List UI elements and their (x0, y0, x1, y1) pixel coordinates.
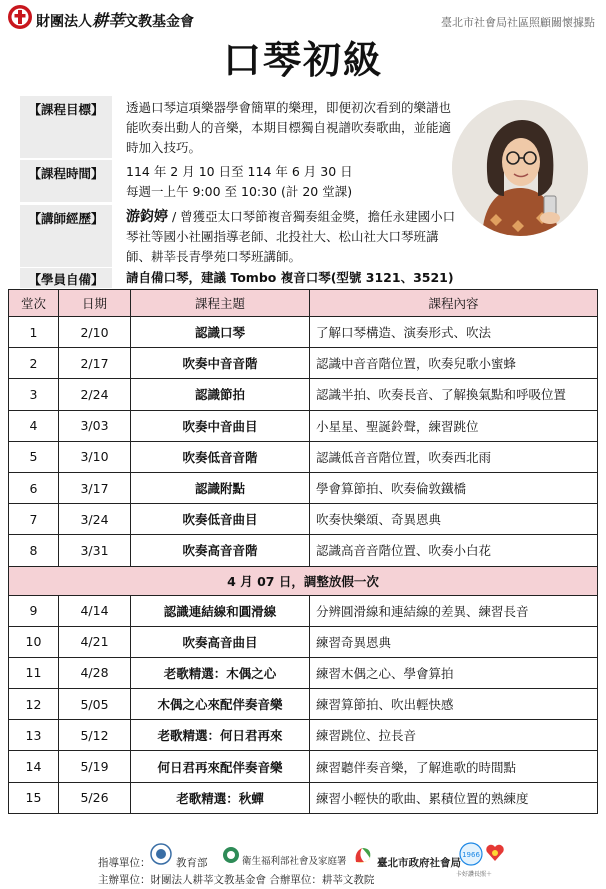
foundation-logo-icon (7, 4, 33, 30)
course-goal-row (20, 96, 460, 158)
session-topic: 老歌精選：秋蟬 (131, 782, 310, 813)
page-title: 口琴初級 (222, 38, 383, 82)
session-date: 3/24 (59, 504, 131, 535)
long-term-care-logo-icon (458, 842, 484, 866)
table-row (9, 751, 598, 782)
course-time-label: 【課程時間】 (20, 160, 112, 202)
session-date: 5/19 (59, 751, 131, 782)
session-number: 4 (9, 410, 59, 441)
course-goal-label: 【課程目標】 (20, 96, 112, 158)
session-topic: 木偶之心來配伴奏音樂 (131, 689, 310, 720)
session-topic: 認識連結線和圓滑線 (131, 595, 310, 626)
session-topic: 吹奏高音音階 (131, 535, 310, 566)
course-weekly-time: 每週一上午 9:00 至 10:30 (計 20 堂課) (126, 184, 353, 199)
session-number: 2 (9, 348, 59, 379)
table-row (9, 626, 598, 657)
session-content: 認識高音音階位置、吹奏小白花 (310, 535, 598, 566)
session-date: 5/12 (59, 720, 131, 751)
session-content: 學會算節拍、吹奏倫敦鐵橋 (310, 472, 598, 503)
session-number: 12 (9, 689, 59, 720)
moe-name: 教育部 (176, 857, 208, 869)
table-row (9, 657, 598, 688)
student-prep-row (20, 268, 460, 288)
session-content: 練習算節拍、吹出輕快感 (310, 689, 598, 720)
column-header-session: 堂次 (9, 290, 59, 317)
heart-logo-icon (485, 843, 505, 863)
session-content: 認識低音音階位置，吹奏西北雨 (310, 441, 598, 472)
session-number: 13 (9, 720, 59, 751)
page-header (0, 0, 606, 36)
organization-name: 財團法人耕莘文教基金會 (36, 11, 195, 30)
instructor-portrait (452, 100, 588, 236)
session-topic: 吹奏低音音階 (131, 441, 310, 472)
session-date: 3/03 (59, 410, 131, 441)
column-header-topic: 課程主題 (131, 290, 310, 317)
table-row (9, 720, 598, 751)
session-topic: 老歌精選：何日君再來 (131, 720, 310, 751)
session-date: 2/24 (59, 379, 131, 410)
session-topic: 老歌精選：木偶之心 (131, 657, 310, 688)
site-name: 臺北市社會局社區照顧關懷據點 (441, 16, 595, 29)
course-date-range: 114 年 2 月 10 日至 114 年 6 月 30 日 (126, 164, 353, 179)
session-number: 7 (9, 504, 59, 535)
instructor-photo-icon (452, 100, 588, 236)
column-header-content: 課程內容 (310, 290, 598, 317)
session-content: 分辨圓滑線和連結線的差異、練習長音 (310, 595, 598, 626)
table-row (9, 348, 598, 379)
session-content: 練習木偶之心、學會算拍 (310, 657, 598, 688)
table-row (9, 317, 598, 348)
student-prep-label: 【學員自備】 (20, 268, 112, 288)
mohw-name: 衛生福利部社會及家庭署 (242, 856, 347, 867)
session-number: 5 (9, 441, 59, 472)
course-time-row (20, 160, 460, 202)
table-header-row (9, 290, 598, 317)
teacher-text (126, 207, 458, 267)
table-row (9, 689, 598, 720)
taipei-social-welfare-logo-icon (352, 844, 374, 866)
table-row (9, 472, 598, 503)
teacher-bio: / 曾獲亞太口琴節複音獨奏組金獎，擔任永建國小口琴社等國小社團指導老師、北投社大、松山社大口琴班講師、耕莘長青學苑口琴班講師。 (126, 209, 456, 264)
course-time-text (126, 162, 458, 202)
session-topic: 認識節拍 (131, 379, 310, 410)
session-number: 11 (9, 657, 59, 688)
host-line: 主辦單位：財團法人耕莘文教基金會 合辦單位：耕莘文教院 (98, 874, 375, 886)
session-date: 5/05 (59, 689, 131, 720)
teacher-name: 游鈞婷 (126, 209, 168, 225)
session-date: 2/17 (59, 348, 131, 379)
session-date: 3/10 (59, 441, 131, 472)
session-topic: 吹奏高音曲目 (131, 626, 310, 657)
schedule-body-first (9, 317, 598, 567)
session-number: 6 (9, 472, 59, 503)
session-number: 10 (9, 626, 59, 657)
teacher-label: 【講師經歷】 (20, 205, 112, 267)
long-term-care-text: 卡好讚長照＋ (456, 871, 493, 878)
session-topic: 吹奏低音曲目 (131, 504, 310, 535)
table-row (9, 782, 598, 813)
session-topic: 吹奏中音曲目 (131, 410, 310, 441)
table-row (9, 410, 598, 441)
page-footer (0, 840, 606, 889)
session-content: 練習奇異恩典 (310, 626, 598, 657)
table-row (9, 535, 598, 566)
session-date: 4/14 (59, 595, 131, 626)
session-content: 認識半拍、吹奏長音、了解換氣點和呼吸位置 (310, 379, 598, 410)
session-content: 小星星、聖誕鈴聲，練習跳位 (310, 410, 598, 441)
schedule-table (8, 289, 598, 814)
student-prep-text: 請自備口琴，建議 Tombo 複音口琴(型號 3121、3521) (126, 270, 454, 285)
table-row (9, 595, 598, 626)
taipei-social-welfare-name: 臺北市政府社會局 (377, 857, 461, 869)
session-number: 15 (9, 782, 59, 813)
session-date: 2/10 (59, 317, 131, 348)
moe-logo-icon (150, 842, 172, 866)
session-date: 4/21 (59, 626, 131, 657)
session-number: 8 (9, 535, 59, 566)
guide-label: 指導單位： (98, 857, 151, 869)
session-number: 9 (9, 595, 59, 626)
table-row (9, 441, 598, 472)
session-content: 練習跳位、拉長音 (310, 720, 598, 751)
session-content: 練習聽伴奏音樂，了解進歌的時間點 (310, 751, 598, 782)
session-number: 14 (9, 751, 59, 782)
teacher-row (20, 205, 460, 267)
session-date: 4/28 (59, 657, 131, 688)
session-content: 練習小輕快的歌曲、累積位置的熟練度 (310, 782, 598, 813)
table-row (9, 504, 598, 535)
svg-text:1966: 1966 (462, 851, 480, 859)
mohw-logo-icon (222, 846, 240, 864)
session-content: 認識中音音階位置，吹奏兒歌小蜜蜂 (310, 348, 598, 379)
session-topic: 吹奏中音音階 (131, 348, 310, 379)
table-row (9, 379, 598, 410)
holiday-notice: 4 月 07 日，調整放假一次 (9, 566, 598, 595)
session-topic: 認識口琴 (131, 317, 310, 348)
schedule-notice (9, 566, 598, 595)
column-header-date: 日期 (59, 290, 131, 317)
session-topic: 認識附點 (131, 472, 310, 503)
session-content: 了解口琴構造、演奏形式、吹法 (310, 317, 598, 348)
schedule-body-second (9, 595, 598, 813)
holiday-notice-row (9, 566, 598, 595)
session-content: 吹奏快樂頌、奇異恩典 (310, 504, 598, 535)
session-date: 3/31 (59, 535, 131, 566)
session-number: 1 (9, 317, 59, 348)
session-date: 3/17 (59, 472, 131, 503)
session-number: 3 (9, 379, 59, 410)
course-goal-text: 透過口琴這項樂器學會簡單的樂理，即便初次看到的樂譜也能吹奏出動人的音樂，本期目標獨自視譜吹奏歌曲，並能適時加入技巧。 (126, 100, 452, 155)
session-topic: 何日君再來配伴奏音樂 (131, 751, 310, 782)
session-date: 5/26 (59, 782, 131, 813)
